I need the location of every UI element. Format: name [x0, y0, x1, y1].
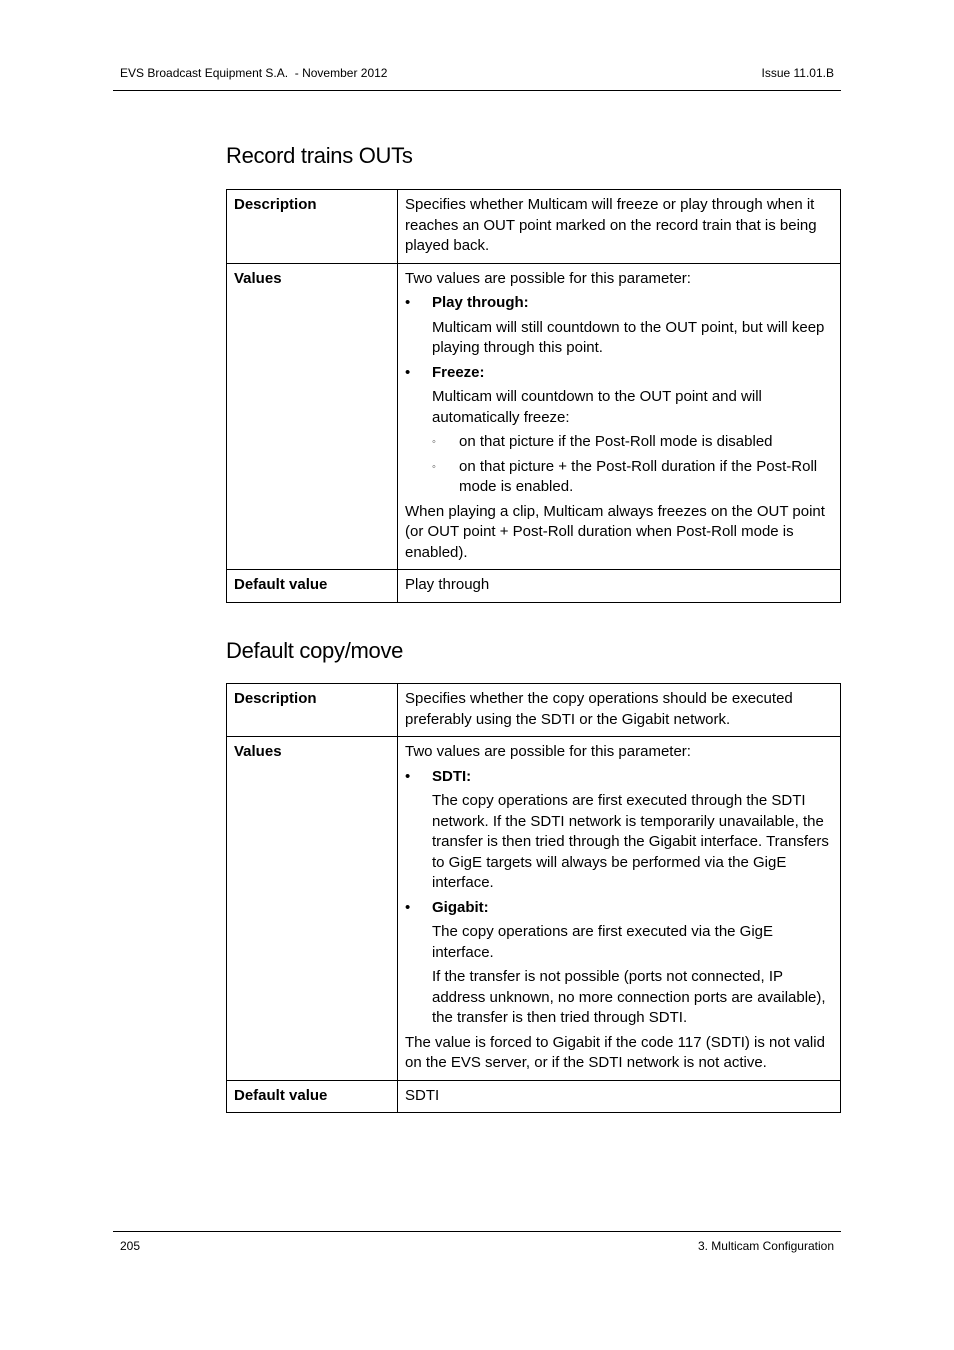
- chapter-title: 3. Multicam Configuration: [697, 1239, 834, 1253]
- option-title: Gigabit:: [432, 898, 489, 916]
- sub-list-item: [432, 457, 834, 498]
- table-row: [227, 190, 841, 264]
- list-item: [405, 293, 834, 314]
- row-label: Description: [227, 190, 398, 264]
- default-copy-move-table: [226, 683, 841, 1113]
- row-label: Description: [227, 684, 398, 737]
- list-item: [405, 767, 834, 788]
- option-text: The copy operations are first executed through the SDTI network. If the SDTI network is temporarily unavailable, the transfer is then tried through the Gigabit interface. Transfers to GigE targets will always be performed via the GigE interface.: [432, 792, 829, 891]
- option-text: Multicam will still countdown to the OUT point, but will keep playing through this point.: [432, 318, 825, 356]
- list-item: [405, 363, 834, 384]
- sub-list-item: [432, 432, 834, 453]
- row-value: [398, 1080, 841, 1113]
- row-label: Default value: [227, 570, 398, 603]
- sub-item-text: on that picture if the Post-Roll mode is disabled: [459, 433, 773, 450]
- values-intro: Two values are possible for this parameter:: [405, 743, 691, 760]
- row-value: [398, 684, 841, 737]
- table-row: [227, 684, 841, 737]
- bullet-icon: •: [405, 898, 411, 916]
- default-value: SDTI: [405, 1086, 440, 1104]
- description-text: Specifies whether the copy operations should be executed preferably using the SDTI or the Gigabit network.: [405, 690, 793, 728]
- values-intro: Two values are possible for this parameter:: [405, 269, 691, 287]
- section-title-default-copy-move: Default copy/move: [226, 638, 404, 663]
- bullet-icon: •: [405, 767, 411, 785]
- table-row: [227, 570, 841, 603]
- page-number: 205: [120, 1239, 141, 1253]
- option-title: Play through:: [432, 294, 529, 311]
- row-value: [398, 263, 841, 570]
- option-body: [432, 387, 834, 428]
- option-text: If the transfer is not possible (ports not connected, IP address unknown, no more connection ports are available), the transfer is then tried through SDTI.: [432, 968, 826, 1026]
- row-label: Values: [227, 263, 398, 570]
- sub-bullet-icon: ◦: [432, 460, 436, 473]
- header-issue: Issue 11.01.B: [761, 66, 834, 80]
- option-text: The copy operations are first executed via the GigE interface.: [432, 923, 774, 961]
- sub-item-text: on that picture + the Post-Roll duration if the Post-Roll mode is enabled.: [459, 457, 818, 495]
- section-title-record-trains-outs: Record trains OUTs: [226, 143, 413, 168]
- page-header: [113, 66, 841, 91]
- option-body: [432, 318, 834, 359]
- description-text: Specifies whether Multicam will freeze or play through when it reaches an OUT point marked on the record train that is being played back.: [405, 196, 817, 254]
- values-note: The value is forced to Gigabit if the code 117 (SDTI) is not valid on the EVS server, or if the SDTI network is not active.: [405, 1033, 825, 1071]
- option-body: [432, 922, 834, 1029]
- option-body: [432, 791, 834, 894]
- row-label: Default value: [227, 1080, 398, 1113]
- default-value: Play through: [405, 576, 490, 593]
- row-label: Values: [227, 737, 398, 1081]
- record-trains-outs-table: [226, 189, 841, 603]
- row-value: [398, 190, 841, 264]
- sub-bullet-icon: ◦: [432, 436, 436, 448]
- page-footer: [113, 1231, 841, 1253]
- header-publisher: EVS Broadcast Equipment S.A. - November 2012: [120, 66, 388, 80]
- row-value: [398, 570, 841, 603]
- option-title: SDTI:: [432, 767, 472, 785]
- table-row: [227, 737, 841, 1081]
- values-note: When playing a clip, Multicam always freezes on the OUT point (or OUT point + Post-Roll duration when Post-Roll mode is enabled).: [405, 502, 825, 561]
- row-value: [398, 737, 841, 1081]
- table-row: [227, 1080, 841, 1113]
- table-row: [227, 263, 841, 570]
- list-item: [405, 898, 834, 919]
- bullet-icon: •: [405, 363, 411, 381]
- option-title: Freeze:: [432, 363, 485, 381]
- bullet-icon: •: [405, 294, 411, 311]
- option-text: Multicam will countdown to the OUT point and will automatically freeze:: [432, 388, 762, 426]
